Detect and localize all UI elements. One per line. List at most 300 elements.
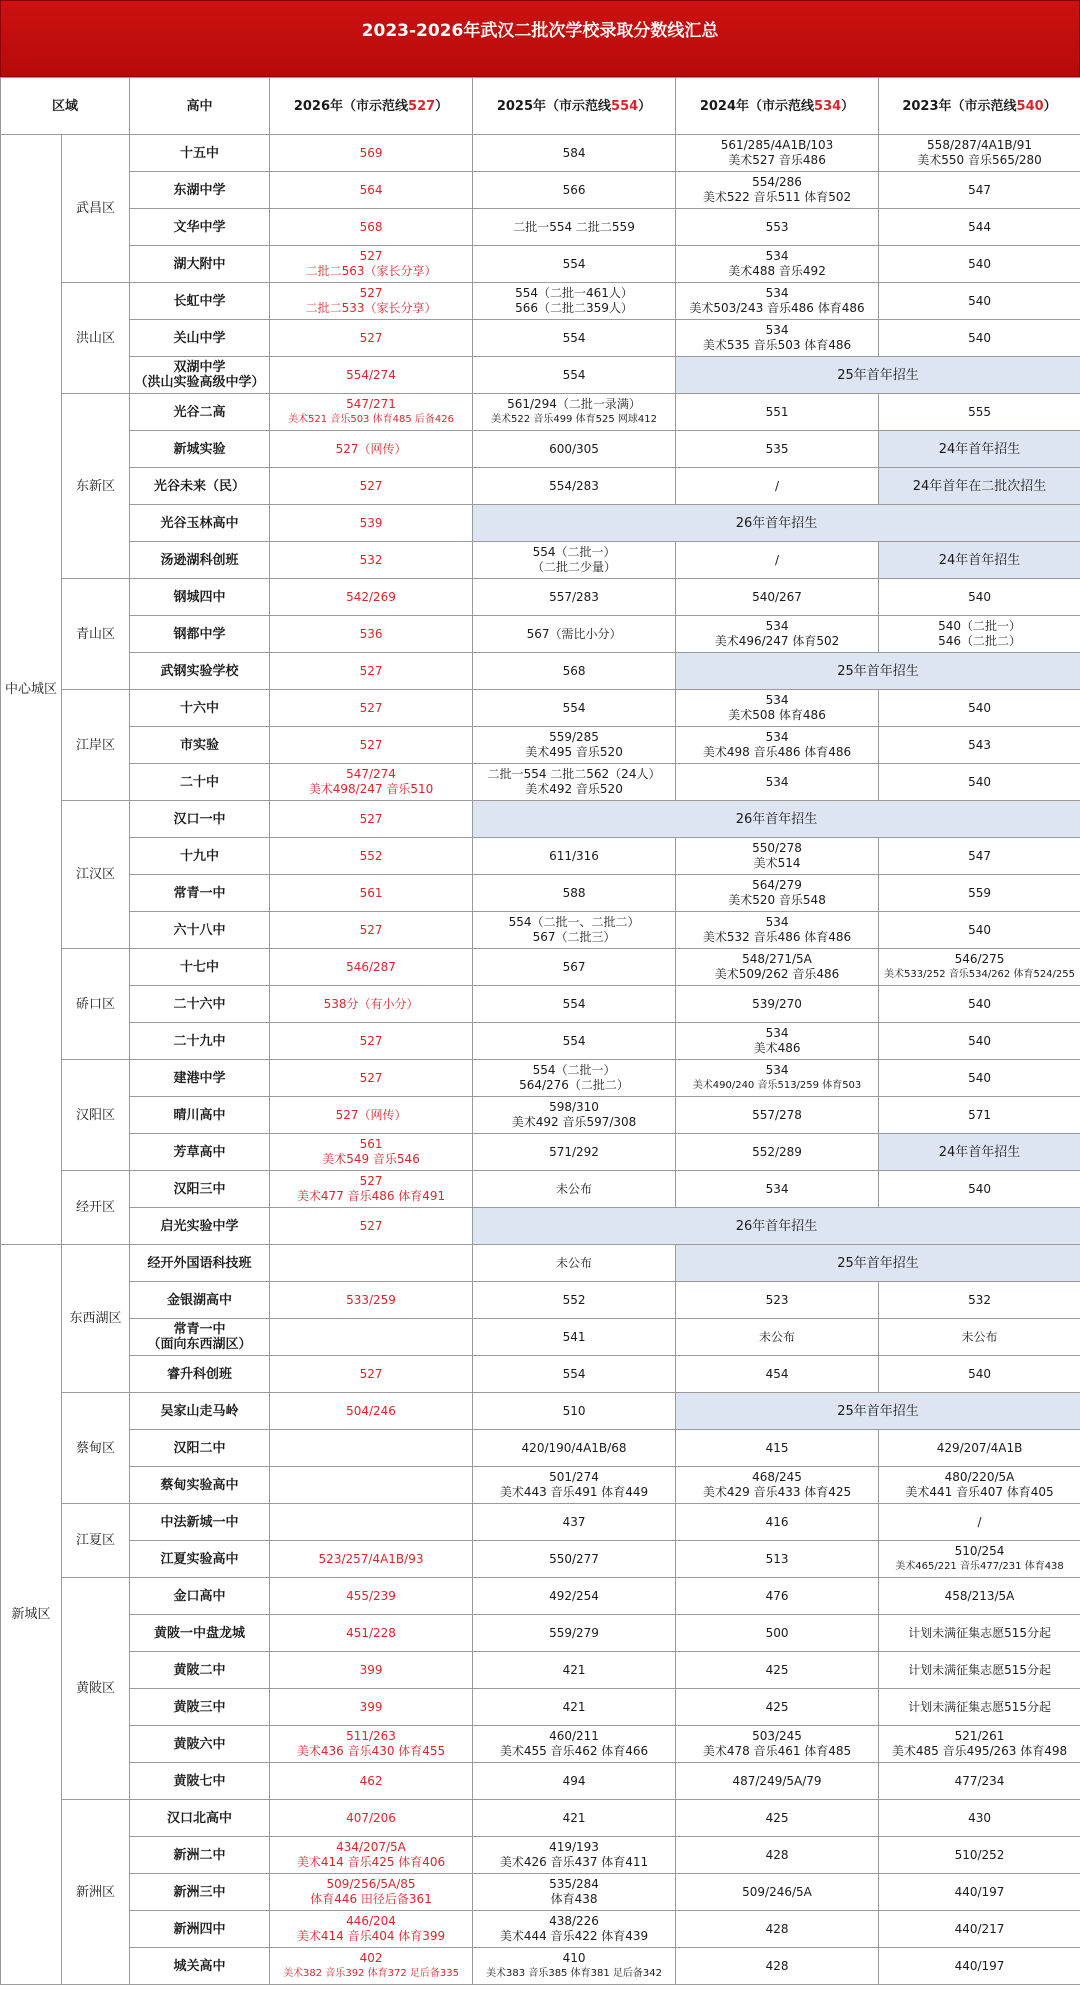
score-line: 561 [359, 1137, 383, 1151]
score-cell-2024 [676, 468, 879, 505]
score-cell-2023 [879, 1911, 1080, 1948]
table-row [1, 1393, 1080, 1430]
score-line: 未公布 [556, 1181, 593, 1196]
table-row [1, 764, 1080, 801]
district-cell: 洪山区 [62, 283, 130, 394]
score-line: 468/245 [752, 1470, 802, 1484]
score-line: 551 [765, 404, 789, 419]
school-name [130, 1541, 270, 1578]
score-line: 480/220/5A [944, 1470, 1015, 1484]
score-cell-2023 [879, 1874, 1080, 1911]
score-line: 美术503/243 音乐486 体育486 [689, 301, 865, 315]
score-line: 经开外国语科技班 [147, 1255, 252, 1271]
score-line: 477/234 [954, 1773, 1005, 1788]
score-cell-2026 [270, 394, 473, 431]
score-line: 415 [765, 1440, 789, 1455]
school-name [130, 690, 270, 727]
score-line: 二批二563（家长分享） [305, 264, 437, 278]
table-row [1, 875, 1080, 912]
score-line: 二十六中 [173, 996, 226, 1012]
score-cell-2026 [270, 838, 473, 875]
score-cell-2025 [473, 1282, 676, 1319]
score-cell-2025 [473, 727, 676, 764]
score-line: 554（二批一、二批二） [508, 915, 640, 929]
score-cell-2026 [270, 1134, 473, 1171]
school-name [130, 1430, 270, 1467]
score-line: 美术414 音乐404 体育399 [296, 1929, 446, 1943]
score-line: 567（二批三） [532, 930, 616, 944]
score-cell-2024 [676, 135, 879, 172]
score-line: 564/279 [752, 878, 802, 892]
score-line: 527（网传） [335, 1107, 407, 1122]
school-name [130, 1023, 270, 1060]
score-cell-2024 [676, 1430, 879, 1467]
score-line: 540 [968, 1070, 991, 1085]
score-cell-2025 [473, 1504, 676, 1541]
table-row [1, 357, 1080, 394]
score-cell-2025 [473, 838, 676, 875]
score-line: 534 [765, 774, 789, 789]
score-cell-2024 [676, 246, 879, 283]
school-name [130, 764, 270, 801]
score-line: 421 [562, 1699, 586, 1714]
score-cell-2023 [879, 1837, 1080, 1874]
score-line: 534 [765, 1181, 789, 1196]
score-line: 611/316 [549, 848, 599, 863]
score-line: 美术549 音乐546 [322, 1152, 420, 1166]
school-name [130, 1763, 270, 1800]
district-cell: 东西湖区 [62, 1245, 130, 1393]
score-line: 美术496/247 体育502 [714, 634, 840, 648]
score-cell-2025 [473, 209, 676, 246]
score-cell-2024 [676, 1837, 879, 1874]
score-cell-2023 [879, 838, 1080, 875]
score-line: 568 [359, 219, 383, 234]
score-line: 汉口北高中 [167, 1810, 233, 1826]
score-line: 计划未满征集志愿515分起 [908, 1699, 1051, 1714]
score-line: 428 [765, 1958, 789, 1973]
score-cell-2026 [270, 172, 473, 209]
score-line: 启光实验中学 [160, 1218, 239, 1234]
school-name [130, 135, 270, 172]
score-cell-2024 [676, 838, 879, 875]
district-cell: 新洲区 [62, 1800, 130, 1985]
table-row [1, 320, 1080, 357]
table-row [1, 209, 1080, 246]
score-cell-2025 [473, 1097, 676, 1134]
score-cell-2023 [879, 246, 1080, 283]
district-cell: 江岸区 [62, 690, 130, 801]
score-cell-2026 [270, 1208, 473, 1245]
score-cell-2025 [473, 986, 676, 1023]
score-line: 454 [765, 1366, 789, 1381]
score-line: 500 [765, 1625, 789, 1640]
score-cell-2025 [473, 764, 676, 801]
score-line: 429/207/4A1B [936, 1440, 1023, 1455]
score-cell-2025 [473, 1023, 676, 1060]
score-line: 美术488 音乐492 [728, 264, 826, 278]
score-line: 美术495 音乐520 [525, 745, 623, 759]
score-cell-2024 [676, 1689, 879, 1726]
score-cell-2024 [676, 172, 879, 209]
school-name [130, 1393, 270, 1430]
score-cell-2026 [270, 1356, 473, 1393]
score-line: 文华中学 [173, 219, 226, 235]
score-cell-2023 [879, 172, 1080, 209]
score-line: 527 [359, 811, 383, 826]
score-cell-2023 [879, 1097, 1080, 1134]
score-line: 美术533/252 音乐534/262 体育524/255 [884, 969, 1076, 980]
area-cell: 新城区 [1, 1245, 62, 1985]
school-name [130, 1578, 270, 1615]
score-cell-2025 [473, 357, 676, 394]
score-line: 新洲四中 [173, 1921, 226, 1937]
score-line: 新洲二中 [173, 1847, 226, 1863]
school-name [130, 912, 270, 949]
score-line: 城关高中 [173, 1958, 226, 1974]
score-line: 421 [562, 1810, 586, 1825]
score-line: 561/294（二批一录满） [507, 397, 641, 411]
table-row [1, 579, 1080, 616]
table-row [1, 1171, 1080, 1208]
district-cell: 青山区 [62, 579, 130, 690]
score-line: 黄陂七中 [173, 1773, 226, 1789]
score-line: 438/226 [549, 1914, 599, 1928]
school-name [130, 357, 270, 394]
score-line: 487/249/5A/79 [732, 1773, 822, 1788]
score-cell-2025 [473, 320, 676, 357]
score-line: 554/283 [549, 478, 599, 493]
score-line: 美术550 音乐565/280 [917, 153, 1042, 167]
score-line: 美术455 音乐462 体育466 [499, 1744, 649, 1758]
score-line: 中法新城一中 [160, 1514, 239, 1530]
score-cell-2026 [270, 283, 473, 320]
table-row [1, 394, 1080, 431]
score-line: （面向东西湖区） [147, 1337, 252, 1352]
score-cell-2026 [270, 1319, 473, 1356]
score-line: 547 [968, 848, 991, 863]
table-row [1, 1097, 1080, 1134]
score-line: 二批二533（家长分享） [305, 301, 437, 315]
school-name [130, 1948, 270, 1985]
score-line: 430 [968, 1810, 991, 1825]
score-line: 410 [562, 1951, 586, 1965]
score-line: / [774, 478, 780, 493]
score-line: 美术436 音乐430 体育455 [296, 1744, 446, 1758]
table-row [1, 542, 1080, 579]
score-line: 芳草高中 [173, 1144, 226, 1160]
score-line: 美术444 音乐422 体育439 [499, 1929, 649, 1943]
score-line: 538分（有小分） [323, 996, 419, 1011]
score-line: 543 [968, 737, 991, 752]
table-row [1, 727, 1080, 764]
score-line: 美术527 音乐486 [728, 153, 826, 167]
score-line: 美术465/221 音乐477/231 体育438 [895, 1561, 1064, 1572]
first-year-enrollment-cell: 26年首年招生 [473, 1208, 1080, 1245]
school-name [130, 1060, 270, 1097]
first-year-enrollment-cell: 24年首年招生 [879, 1134, 1080, 1171]
score-line: 555 [968, 404, 991, 419]
school-name [130, 505, 270, 542]
score-line: 539/270 [752, 996, 802, 1011]
table-row [1, 653, 1080, 690]
score-cell-2025 [473, 1874, 676, 1911]
table-row [1, 283, 1080, 320]
score-line: 428 [765, 1921, 789, 1936]
score-line: 399 [359, 1699, 383, 1714]
score-cell-2023 [879, 1023, 1080, 1060]
first-year-enrollment-cell: 26年首年招生 [473, 801, 1080, 838]
school-name [130, 838, 270, 875]
school-name [130, 1837, 270, 1874]
score-cell-2026 [270, 1911, 473, 1948]
score-line: 534 [765, 1063, 789, 1077]
score-line: 546（二批二） [938, 634, 1021, 648]
score-cell-2025 [473, 1763, 676, 1800]
score-cell-2025 [473, 616, 676, 653]
score-cell-2025 [473, 1726, 676, 1763]
school-name [130, 320, 270, 357]
score-line: 美术522 音乐499 体育525 网球412 [491, 414, 657, 425]
score-line: 美术477 音乐486 体育491 [296, 1189, 446, 1203]
score-line: 十七中 [180, 959, 220, 975]
score-line: 547/271 [346, 397, 396, 411]
score-line: 419/193 [549, 1840, 599, 1854]
score-line: 美术426 音乐437 体育411 [499, 1855, 649, 1869]
score-line: 534 [765, 286, 789, 300]
score-cell-2025 [473, 912, 676, 949]
score-line: 美术486 [753, 1041, 801, 1055]
score-cell-2023 [879, 690, 1080, 727]
score-cell-2025 [473, 468, 676, 505]
score-line: 未公布 [759, 1329, 796, 1344]
score-cell-2023 [879, 320, 1080, 357]
school-name [130, 1615, 270, 1652]
score-cell-2026 [270, 357, 473, 394]
score-cell-2025 [473, 1245, 676, 1282]
score-cell-2026 [270, 1393, 473, 1430]
score-line: 566（二批二359人） [515, 301, 633, 315]
score-cell-2024 [676, 764, 879, 801]
table-row [1, 1800, 1080, 1837]
score-cell-2025 [473, 1652, 676, 1689]
score-cell-2024 [676, 949, 879, 986]
score-cell-2025 [473, 653, 676, 690]
score-cell-2024 [676, 727, 879, 764]
score-line: 长虹中学 [173, 293, 226, 309]
score-cell-2026 [270, 727, 473, 764]
score-line: 常青一中 [173, 885, 226, 901]
district-cell: 江夏区 [62, 1504, 130, 1578]
score-cell-2023 [879, 616, 1080, 653]
score-line: 544 [968, 219, 991, 234]
score-line: 二批一554 二批二562（24人） [487, 767, 661, 781]
score-cell-2025 [473, 1134, 676, 1171]
score-cell-2024 [676, 986, 879, 1023]
score-line: 美术508 体育486 [728, 708, 826, 722]
score-line: 光谷未来（民） [154, 478, 246, 494]
score-line: 527 [359, 286, 383, 300]
table-row [1, 801, 1080, 838]
score-line: 552 [359, 848, 383, 863]
score-line: 二批一554 二批二559 [513, 219, 635, 234]
first-year-enrollment-cell: 24年首年在二批次招生 [879, 468, 1080, 505]
score-line: 527 [359, 1070, 383, 1085]
score-line: 547 [968, 182, 991, 197]
score-line: 美术522 音乐511 体育502 [702, 190, 852, 204]
school-name [130, 1911, 270, 1948]
score-cell-2025 [473, 1171, 676, 1208]
score-line: / [774, 552, 780, 567]
score-line: 美术383 音乐385 体育381 足后备342 [486, 1968, 662, 1979]
school-name [130, 616, 270, 653]
score-line: 东湖中学 [173, 182, 226, 198]
school-name [130, 1319, 270, 1356]
score-line: 美术514 [753, 856, 801, 870]
score-line: 美术490/240 音乐513/259 体育503 [692, 1080, 862, 1091]
score-cell-2025 [473, 1689, 676, 1726]
school-name [130, 1504, 270, 1541]
score-line: 550/277 [549, 1551, 599, 1566]
score-cell-2024 [676, 320, 879, 357]
score-line: 539 [359, 515, 383, 530]
score-line: 557/283 [549, 589, 599, 604]
score-line: 561 [359, 885, 383, 900]
score-cell-2024 [676, 616, 879, 653]
score-cell-2023 [879, 1430, 1080, 1467]
score-cell-2026 [270, 1948, 473, 1985]
school-name [130, 727, 270, 764]
score-cell-2026 [270, 579, 473, 616]
score-line: 510/252 [954, 1847, 1005, 1862]
score-cell-2026 [270, 1541, 473, 1578]
score-line: 新洲三中 [173, 1884, 226, 1900]
score-cell-2023 [879, 727, 1080, 764]
score-line: 蔡甸实验高中 [160, 1477, 239, 1493]
score-line: 光谷二高 [173, 404, 226, 420]
score-line: 534 [765, 249, 789, 263]
score-cell-2026 [270, 1097, 473, 1134]
score-line: 532 [968, 1292, 991, 1307]
score-line: 501/274 [549, 1470, 599, 1484]
district-cell: 东新区 [62, 394, 130, 579]
score-cell-2023 [879, 1171, 1080, 1208]
score-line: 540（二批一） [938, 619, 1021, 633]
score-line: 钢都中学 [173, 626, 226, 642]
score-line: 汤逊湖科创班 [160, 552, 239, 568]
score-line: 552/289 [752, 1144, 802, 1159]
score-line: 534 [765, 619, 789, 633]
table-row [1, 1356, 1080, 1393]
score-line: 428 [765, 1847, 789, 1862]
school-name [130, 1245, 270, 1282]
score-line: 421 [562, 1662, 586, 1677]
score-cell-2024 [676, 1282, 879, 1319]
score-line: 550/278 [752, 841, 802, 855]
score-line: 540 [968, 700, 991, 715]
score-cell-2023 [879, 579, 1080, 616]
table-row [1, 172, 1080, 209]
school-name [130, 1171, 270, 1208]
school-name [130, 1800, 270, 1837]
score-line: 美术532 音乐486 体育486 [702, 930, 852, 944]
score-cell-2023 [879, 1356, 1080, 1393]
score-line: 554 [562, 367, 586, 382]
score-cell-2023 [879, 283, 1080, 320]
score-cell-2025 [473, 690, 676, 727]
first-year-enrollment-cell: 25年首年招生 [676, 357, 1080, 394]
table-row [1, 1837, 1080, 1874]
header-area: 区域 [1, 78, 130, 135]
score-cell-2026 [270, 1837, 473, 1874]
score-line: 534 [765, 915, 789, 929]
table-row [1, 1874, 1080, 1911]
score-cell-2024 [676, 1060, 879, 1097]
score-cell-2024 [676, 1541, 879, 1578]
table-row [1, 912, 1080, 949]
score-line: 548/271/5A [742, 952, 812, 966]
score-line: 434/207/5A [336, 1840, 406, 1854]
score-line: 未公布 [556, 1255, 593, 1270]
score-cell-2024 [676, 1800, 879, 1837]
score-line: 567（需比小分） [526, 626, 622, 641]
score-cell-2025 [473, 172, 676, 209]
score-cell-2024 [676, 1615, 879, 1652]
score-line: 未公布 [961, 1329, 998, 1344]
score-cell-2026 [270, 468, 473, 505]
score-line: 554 [562, 700, 586, 715]
score-cell-2023 [879, 912, 1080, 949]
score-cell-2026 [270, 505, 473, 542]
score-cell-2023 [879, 986, 1080, 1023]
score-cell-2025 [473, 1615, 676, 1652]
score-cell-2026 [270, 1023, 473, 1060]
district-cell: 蔡甸区 [62, 1393, 130, 1504]
score-cell-2024 [676, 690, 879, 727]
score-line: 446/204 [346, 1914, 396, 1928]
score-line: 425 [765, 1699, 789, 1714]
score-line: 536 [359, 626, 383, 641]
district-cell: 经开区 [62, 1171, 130, 1245]
score-cell-2024 [676, 1319, 879, 1356]
score-cell-2025 [473, 542, 676, 579]
score-line: 美术509/262 音乐486 [714, 967, 840, 981]
school-name [130, 1652, 270, 1689]
score-line: 513 [765, 1551, 789, 1566]
score-line: 492/254 [549, 1588, 599, 1603]
score-line: 521/261 [954, 1729, 1005, 1743]
table-row [1, 1023, 1080, 1060]
score-line: 425 [765, 1810, 789, 1825]
score-cell-2023 [879, 875, 1080, 912]
score-cell-2026 [270, 986, 473, 1023]
score-cell-2026 [270, 1615, 473, 1652]
score-cell-2025 [473, 283, 676, 320]
score-line: 527（网传） [335, 441, 407, 456]
score-line: 566 [562, 182, 586, 197]
score-line: 十六中 [180, 700, 220, 716]
score-line: 美术414 音乐425 体育406 [296, 1855, 446, 1869]
score-line: 440/197 [954, 1958, 1005, 1973]
score-line: 汉口一中 [173, 811, 226, 827]
score-cell-2023 [879, 1726, 1080, 1763]
score-line: 407/206 [346, 1810, 396, 1825]
score-cell-2023 [879, 1541, 1080, 1578]
score-line: 561/285/4A1B/103 [720, 138, 834, 152]
score-line: 美术498 音乐486 体育486 [702, 745, 852, 759]
score-line: 光谷玉林高中 [160, 515, 239, 531]
score-line: 527 [359, 922, 383, 937]
